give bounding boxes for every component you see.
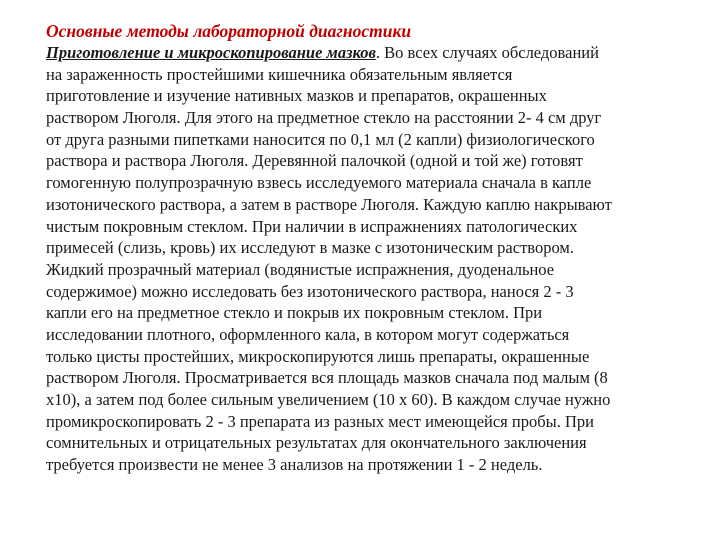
body-line: чистым покровным стеклом. При наличии в испражнениях патологических <box>46 216 578 236</box>
body-line: только цисты простейших, микроскопируются лишь препараты, окрашенные <box>46 346 590 366</box>
body-line: изотонического раствора, а затем в растворе Люголя. Каждую каплю накрывают <box>46 194 612 214</box>
body-line: Жидкий прозрачный материал (водянистые испражнения, дуоденальное <box>46 259 555 279</box>
slide-title: Основные методы лабораторной диагностики <box>46 21 412 41</box>
body-line: раствором Люголя. Для этого на предметное стекло на расстоянии 2- 4 см друг <box>46 108 602 128</box>
body-line: содержимое) можно исследовать без изотонического раствора, нанося 2 - 3 <box>46 281 574 301</box>
body-line: раствором Люголя. Просматривается вся площадь мазков сначала под малым (8 <box>46 368 608 388</box>
slide-text-box <box>46 20 678 476</box>
body-line: примесей (слизь, кровь) их исследуют в мазке с изотоническим раствором. <box>46 238 574 258</box>
body-line: промикроскопировать 2 - 3 препарата из разных мест имеющейся пробы. При <box>46 411 594 431</box>
body-line: на зараженность простейшими кишечника обязательным является <box>46 64 513 84</box>
body-line: от друга разными пипетками наносится по 0,1 мл (2 капли) физиологического <box>46 129 595 149</box>
body-line: исследовании плотного, оформленного кала, в котором могут содержаться <box>46 324 570 344</box>
section-subheading: Приготовление и микроскопирование мазков <box>46 43 376 62</box>
body-line: приготовление и изучение нативных мазков и препаратов, окрашенных <box>46 86 547 106</box>
body-line: требуется произвести не менее 3 анализов на протяжении 1 - 2 недель. <box>46 455 543 475</box>
body-first-line <box>46 42 678 64</box>
body-line: сомнительных и отрицательных результатах для окончательного заключения <box>46 433 587 453</box>
body-line: гомогенную полупрозрачную взвесь исследуемого материала сначала в капле <box>46 173 592 193</box>
body-line: х10), а затем под более сильным увеличением (10 х 60). В каждом случае нужно <box>46 390 611 409</box>
body-line: капли его на предметное стекло и покрыв их покровным стеклом. При <box>46 303 543 323</box>
body-line: раствора и раствора Люголя. Деревянной палочкой (одной и той же) готовят <box>46 151 583 171</box>
body-first-line-text: . Во всех случаях обследований <box>375 43 599 62</box>
